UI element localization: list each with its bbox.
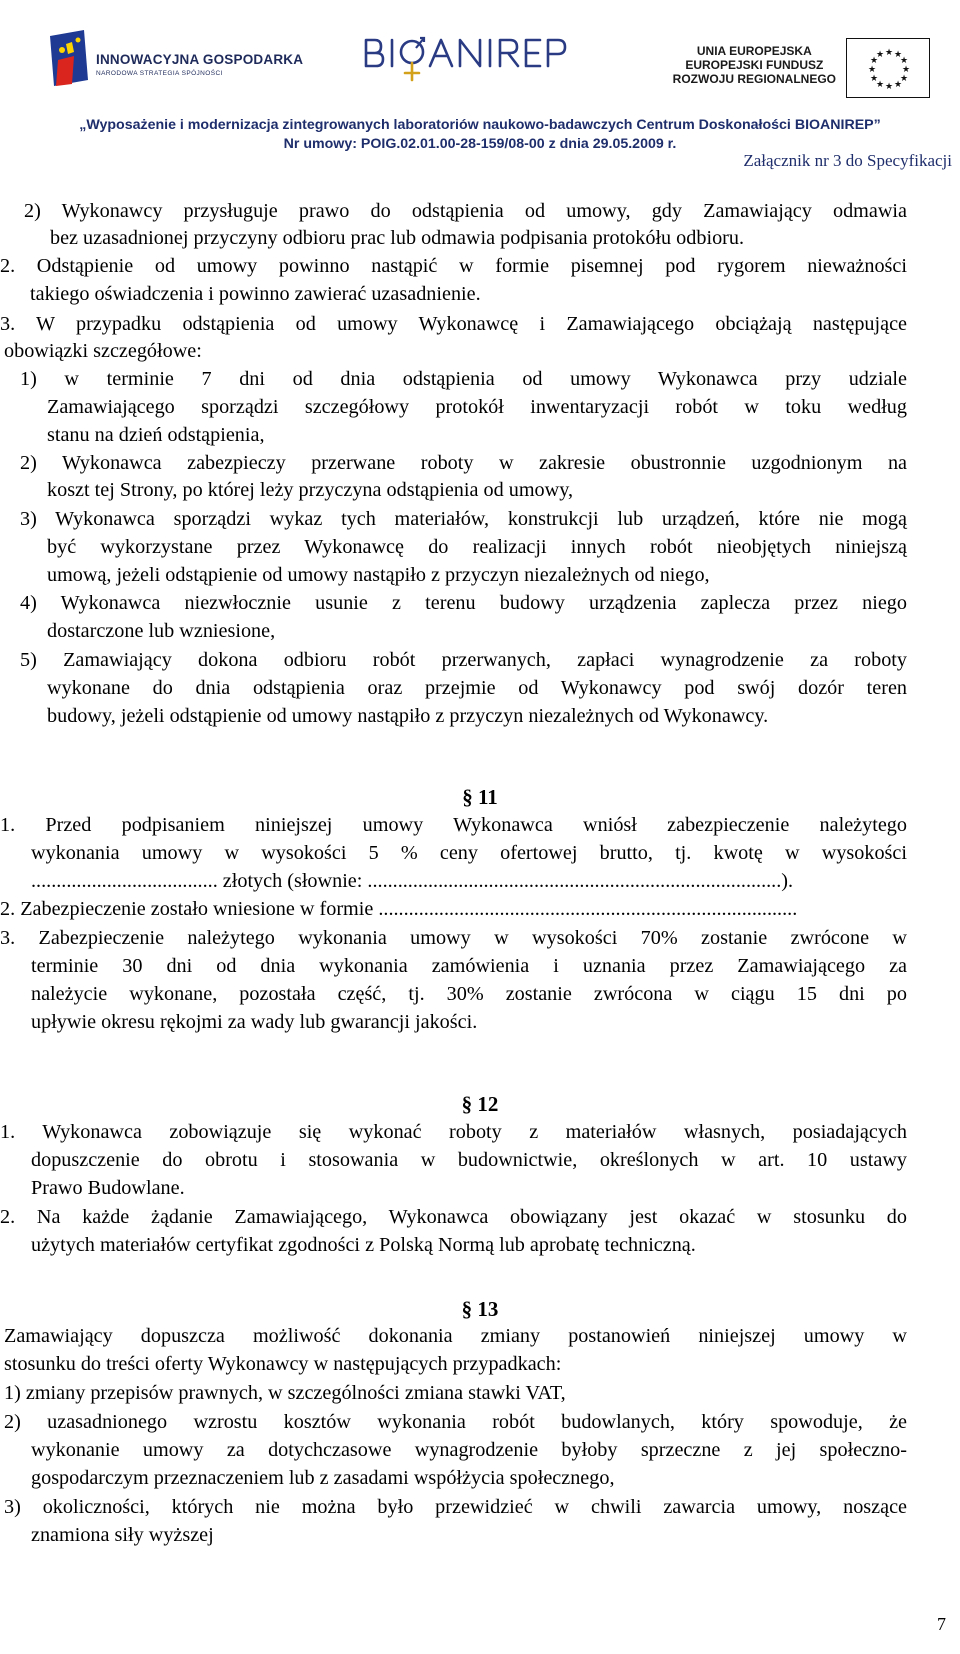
paragraph [4, 1351, 907, 1378]
text-line: 2) Wykonawcy przysługuje prawo do odstąpienia od umowy, gdy Zamawiający odmawia [24, 200, 907, 222]
text-line: koszt tej Strony, po której leży przyczyna odstąpienia od umowy, [47, 479, 574, 501]
text-line: dopuszczenie do obrotu i stosowania w budownictwie, określonych w art. 10 ustawy [31, 1149, 907, 1171]
eu-flag-icon [846, 38, 930, 98]
section-heading-11: § 11 [462, 785, 498, 809]
paragraph [0, 925, 907, 952]
text-line: 2. Zabezpieczenie zostało wniesione w formie ................................................................................... [0, 898, 798, 920]
paragraph [47, 618, 907, 645]
svg-text:★: ★ [901, 65, 911, 75]
paragraph [47, 422, 907, 449]
text-line: 3. W przypadku odstąpienia od umowy Wykonawcę i Zamawiającego obciążają następujące [0, 313, 907, 335]
text-line: 1) w terminie 7 dni od dnia odstąpienia od umowy Wykonawca przy udziale [20, 368, 907, 390]
paragraph [20, 506, 907, 533]
paragraph [31, 840, 907, 867]
text-line: obowiązki szczegółowe: [4, 340, 202, 362]
paragraph [0, 311, 907, 338]
svg-text:★: ★ [893, 80, 903, 90]
paragraph [47, 675, 907, 702]
eu-fund-logo [640, 30, 940, 100]
paragraph [31, 1522, 907, 1549]
project-title: „Wyposażenie i modernizacja zintegrowanych laboratoriów naukowo-badawczych Centrum Doskonałości BIOANIREP” [79, 117, 881, 133]
text-line: Zamawiającego sporządzi szczegółowy protokół inwentaryzacji robót w toku według [47, 396, 907, 418]
attachment-label: Załącznik nr 3 do Specyfikacji [743, 151, 952, 170]
paragraph [31, 1147, 907, 1174]
text-line: wykonane do dnia odstąpienia oraz przejmie od Wykonawcy pod swój dozór teren [47, 677, 907, 699]
paragraph [31, 868, 907, 895]
svg-text:★: ★ [875, 80, 885, 90]
paragraph [47, 703, 907, 730]
paragraph [20, 590, 907, 617]
paragraph [20, 366, 907, 393]
text-line: gospodarczym przeznaczeniem lub z zasadami współżycia społecznego, [31, 1467, 615, 1489]
paragraph [4, 1494, 907, 1521]
text-line: ..................................... złotych (słownie: ..................................................................................). [31, 870, 794, 892]
paragraph [47, 562, 907, 589]
paragraph [31, 1175, 907, 1202]
paragraph [31, 1232, 907, 1259]
bioanirep-wordmark-icon [352, 2, 592, 112]
text-line: 3. Zabezpieczenie należytego wykonania umowy w wysokości 70% zostanie zwrócone w [0, 927, 907, 949]
paragraph [4, 1380, 907, 1407]
text-line: upływie okresu rękojmi za wady lub gwarancji jakości. [31, 1011, 478, 1033]
text-line: znamiona siły wyższej [31, 1524, 214, 1546]
svg-text:★: ★ [875, 50, 885, 60]
text-line: 3) Wykonawca sporządzi wykaz tych materiałów, konstrukcji lub urządzeń, które nie mogą [20, 508, 907, 530]
text-line: 2. Odstąpienie od umowy powinno nastąpić w formie pisemnej pod rygorem nieważności [0, 255, 907, 277]
paragraph [20, 647, 907, 674]
svg-text:★: ★ [893, 50, 903, 60]
paragraph [31, 981, 907, 1008]
section-heading-13: § 13 [461, 1297, 499, 1321]
svg-text:★: ★ [869, 56, 879, 66]
paragraph [30, 281, 907, 308]
paragraph [0, 896, 907, 923]
text-line: stanu na dzień odstąpienia, [47, 424, 265, 446]
text-line: 2) uzasadnionego wzrostu kosztów wykonania robót budowlanych, który spowoduje, że [4, 1411, 907, 1433]
paragraph [31, 953, 907, 980]
text-line: terminie 30 dni od dnia wykonania zamówienia i uznania przez Zamawiającego za [31, 955, 907, 977]
text-line: umową, jeżeli odstąpienie od umowy nastąpiło z przyczyn niezależnych od niego, [47, 564, 710, 586]
text-line: użytych materiałów certyfikat zgodności z Polską Normą lub aprobatę techniczną. [31, 1234, 696, 1256]
paragraph [4, 1409, 907, 1436]
text-line: 4) Wykonawca niezwłocznie usunie z terenu budowy urządzenia zaplecza przez niego [20, 592, 907, 614]
paragraph [31, 1009, 907, 1036]
svg-text:★: ★ [867, 65, 877, 75]
text-line: 2. Na każde żądanie Zamawiającego, Wykonawca obowiązany jest okazać w stosunku do [0, 1206, 907, 1228]
text-line: wykonania umowy w wysokości 5 % ceny ofertowej brutto, tj. kwotę w wysokości [31, 842, 907, 864]
logo-left-subtitle: NARODOWA STRATEGIA SPÓJNOŚCI [96, 70, 223, 77]
text-line: należycie wykonane, pozostała część, tj. 30% zostanie zwrócona w ciągu 15 dni po [31, 983, 907, 1005]
section-heading-12: § 12 [461, 1092, 499, 1116]
paragraph [0, 1119, 907, 1146]
svg-text:★: ★ [899, 56, 909, 66]
text-line: takiego oświadczenia i powinno zawierać uzasadnienie. [30, 283, 481, 305]
paragraph [0, 253, 907, 280]
text-line: wykonanie umowy za dotychczasowe wynagrodzenie byłoby sprzeczne z jej społeczno- [31, 1439, 907, 1461]
bioanirep-logo [352, 2, 592, 112]
text-line: 1. Wykonawca zobowiązuje się wykonać roboty z materiałów własnych, posiadających [0, 1121, 907, 1143]
innowacyjna-gospodarka-logo [44, 30, 314, 90]
paragraph [24, 198, 907, 225]
paragraph [47, 394, 907, 421]
paragraph [20, 450, 907, 477]
svg-text:★: ★ [884, 48, 894, 58]
paragraph [0, 1204, 907, 1231]
text-line: 1) zmiany przepisów prawnych, w szczególności zmiana stawki VAT, [4, 1382, 566, 1404]
paragraph [4, 338, 907, 365]
paragraph [47, 477, 907, 504]
contract-number: Nr umowy: POIG.02.01.00-28-159/08-00 z dnia 29.05.2009 r. [283, 136, 677, 152]
document-header [0, 0, 960, 170]
text-line: być wykorzystane przez Wykonawcę do realizacji innych robót nieobjętych niniejszą [47, 536, 907, 558]
svg-text:★: ★ [899, 74, 909, 84]
svg-text:★: ★ [884, 82, 894, 92]
paragraph [31, 1465, 907, 1492]
svg-text:★: ★ [869, 74, 879, 84]
eu-line-2: EUROPEJSKI FUNDUSZ [685, 58, 824, 72]
text-line: 3) okoliczności, których nie można było przewidzieć w chwili zawarcia umowy, noszące [4, 1496, 907, 1518]
paragraph [4, 1323, 907, 1350]
text-line: dostarczone lub wzniesione, [47, 620, 276, 642]
paragraph [47, 534, 907, 561]
paragraph [50, 225, 907, 252]
text-line: 1. Przed podpisaniem niniejszej umowy Wykonawca wniósł zabezpieczenie należytego [0, 814, 907, 836]
eu-line-3: ROZWOJU REGIONALNEGO [672, 72, 836, 86]
text-line: Zamawiający dopuszcza możliwość dokonania zmiany postanowień niniejszej umowy w [4, 1325, 907, 1347]
paragraph [0, 812, 907, 839]
logo-left-title: INNOWACYJNA GOSPODARKA [96, 52, 304, 67]
eu-line-1: UNIA EUROPEJSKA [696, 44, 812, 58]
text-line: budowy, jeżeli odstąpienie od umowy nastąpiło z przyczyn niezależnych od Wykonawcy. [47, 705, 769, 727]
page-number: 7 [937, 1614, 946, 1634]
text-line: bez uzasadnionej przyczyny odbioru prac lub odmawia podpisania protokółu odbioru. [50, 227, 745, 249]
text-line: stosunku do treści oferty Wykonawcy w następujących przypadkach: [4, 1353, 562, 1375]
text-line: 5) Zamawiający dokona odbioru robót przerwanych, zapłaci wynagrodzenie za roboty [20, 649, 907, 671]
innovation-flag-icon [44, 30, 92, 90]
eu-fund-text [673, 44, 836, 86]
text-line: 2) Wykonawca zabezpieczy przerwane roboty w zakresie obustronnie uzgodnionym na [20, 452, 907, 474]
paragraph [31, 1437, 907, 1464]
text-line: Prawo Budowlane. [31, 1177, 185, 1199]
